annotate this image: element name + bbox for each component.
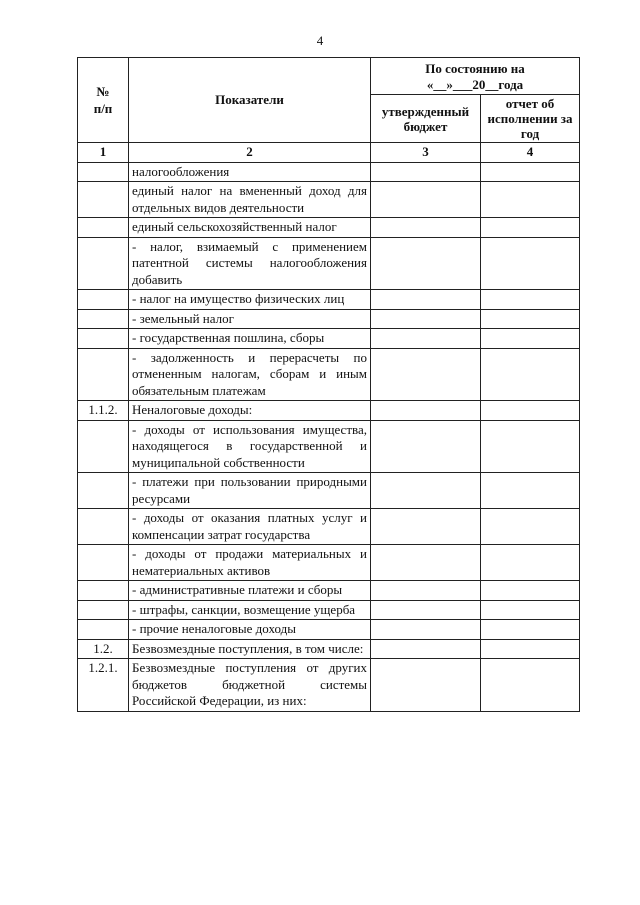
header-as-of-line2: «__»___20__года xyxy=(426,76,524,92)
table-row xyxy=(78,329,580,349)
row-indicator: Безвозмездные поступления от других бюджетов бюджетной системы Российской Федерации, из них: xyxy=(129,659,371,712)
row-indicator: единый налог на вмененный доход для отдельных видов деятельности xyxy=(129,182,371,218)
row-code xyxy=(78,182,129,218)
approved-budget-cell xyxy=(371,401,481,421)
row-indicator: - задолженность и перерасчеты по отмененным налогам, сборам и иным обязательным платежам xyxy=(129,348,371,401)
approved-budget-cell xyxy=(371,420,481,473)
row-indicator: - штрафы, санкции, возмещение ущерба xyxy=(129,600,371,620)
page-number: 4 xyxy=(316,33,324,48)
header-as-of xyxy=(371,58,580,95)
table-row xyxy=(78,401,580,421)
row-code xyxy=(78,329,129,349)
table-row xyxy=(78,659,580,712)
table-row xyxy=(78,290,580,310)
table-row xyxy=(78,620,580,640)
execution-report-cell xyxy=(481,545,580,581)
execution-report-cell xyxy=(481,401,580,421)
execution-report-cell xyxy=(481,473,580,509)
row-code xyxy=(78,473,129,509)
table-row xyxy=(78,509,580,545)
header-approved-budget: утвержденный бюджет xyxy=(371,95,481,143)
row-code xyxy=(78,600,129,620)
approved-budget-cell xyxy=(371,581,481,601)
row-indicator: - земельный налог xyxy=(129,309,371,329)
table-row xyxy=(78,420,580,473)
execution-report-cell xyxy=(481,348,580,401)
execution-report-cell xyxy=(481,420,580,473)
approved-budget-cell xyxy=(371,329,481,349)
row-code xyxy=(78,218,129,238)
execution-report-cell xyxy=(481,639,580,659)
row-indicator: - доходы от продажи материальных и нематериальных активов xyxy=(129,545,371,581)
row-code xyxy=(78,348,129,401)
execution-report-cell xyxy=(481,659,580,712)
approved-budget-cell xyxy=(371,659,481,712)
approved-budget-cell xyxy=(371,620,481,640)
row-indicator: Безвозмездные поступления, в том числе: xyxy=(129,639,371,659)
row-indicator: - административные платежи и сборы xyxy=(129,581,371,601)
row-code xyxy=(78,290,129,310)
table-row xyxy=(78,218,580,238)
table-row xyxy=(78,348,580,401)
row-indicator: - государственная пошлина, сборы xyxy=(129,329,371,349)
table-row xyxy=(78,182,580,218)
header-execution-report: отчет об исполнении за год xyxy=(481,95,580,143)
table-row xyxy=(78,581,580,601)
table-row xyxy=(78,162,580,182)
row-code: 1.2. xyxy=(78,639,129,659)
header-num: № п/п xyxy=(78,58,129,143)
approved-budget-cell xyxy=(371,509,481,545)
row-code xyxy=(78,620,129,640)
row-indicator: - налог на имущество физических лиц xyxy=(129,290,371,310)
execution-report-cell xyxy=(481,600,580,620)
table-row xyxy=(78,545,580,581)
row-indicator: - доходы от оказания платных услуг и компенсации затрат государства xyxy=(129,509,371,545)
row-code xyxy=(78,237,129,290)
table-row xyxy=(78,309,580,329)
execution-report-cell xyxy=(481,162,580,182)
approved-budget-cell xyxy=(371,639,481,659)
execution-report-cell xyxy=(481,329,580,349)
column-index: 1 xyxy=(78,143,129,163)
row-code: 1.1.2. xyxy=(78,401,129,421)
header-indicators: Показатели xyxy=(129,58,371,143)
approved-budget-cell xyxy=(371,218,481,238)
approved-budget-cell xyxy=(371,162,481,182)
row-code xyxy=(78,509,129,545)
approved-budget-cell xyxy=(371,237,481,290)
approved-budget-cell xyxy=(371,182,481,218)
row-code xyxy=(78,420,129,473)
table-row xyxy=(78,639,580,659)
column-index: 2 xyxy=(129,143,371,163)
approved-budget-cell xyxy=(371,290,481,310)
execution-report-cell xyxy=(481,290,580,310)
table-row xyxy=(78,473,580,509)
execution-report-cell xyxy=(481,237,580,290)
row-code xyxy=(78,309,129,329)
execution-report-cell xyxy=(481,218,580,238)
row-indicator: Неналоговые доходы: xyxy=(129,401,371,421)
table-row xyxy=(78,237,580,290)
approved-budget-cell xyxy=(371,309,481,329)
row-indicator: - платежи при пользовании природными ресурсами xyxy=(129,473,371,509)
row-code xyxy=(78,581,129,601)
row-code xyxy=(78,162,129,182)
row-indicator: единый сельскохозяйственный налог xyxy=(129,218,371,238)
row-indicator: - налог, взимаемый с применением патентной системы налогообложения добавить xyxy=(129,237,371,290)
execution-report-cell xyxy=(481,309,580,329)
execution-report-cell xyxy=(481,182,580,218)
column-index: 3 xyxy=(371,143,481,163)
column-index: 4 xyxy=(481,143,580,163)
header-as-of-line1: По состоянию на xyxy=(425,60,525,76)
row-indicator: - прочие неналоговые доходы xyxy=(129,620,371,640)
approved-budget-cell xyxy=(371,600,481,620)
approved-budget-cell xyxy=(371,348,481,401)
budget-table xyxy=(77,57,580,712)
execution-report-cell xyxy=(481,581,580,601)
execution-report-cell xyxy=(481,509,580,545)
column-index-row xyxy=(78,143,580,163)
approved-budget-cell xyxy=(371,473,481,509)
approved-budget-cell xyxy=(371,545,481,581)
execution-report-cell xyxy=(481,620,580,640)
row-indicator: налогообложения xyxy=(129,162,371,182)
table-row xyxy=(78,600,580,620)
row-indicator: - доходы от использования имущества, находящегося в государственной и муниципальной собственности xyxy=(129,420,371,473)
row-code: 1.2.1. xyxy=(78,659,129,712)
row-code xyxy=(78,545,129,581)
